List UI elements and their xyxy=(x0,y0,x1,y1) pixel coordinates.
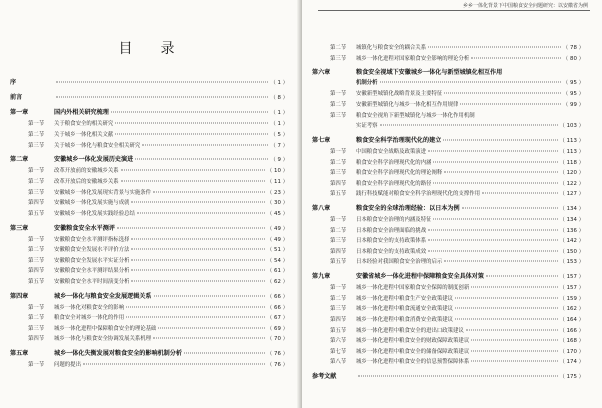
toc-entry-label: 第二章 xyxy=(10,156,29,164)
toc-section-row[interactable] xyxy=(312,315,584,326)
toc-entry-title: 日本粮食安全的支持政策成效 xyxy=(356,248,427,255)
toc-entry-label: 第四节 xyxy=(330,180,347,187)
toc-entry-title: 改革开放前的安徽城乡关系 xyxy=(54,168,119,175)
toc-page-number: （ 136 ） xyxy=(559,227,584,234)
toc-entry-label: 第五节 xyxy=(330,259,347,266)
toc-page-number: （ 5 ） xyxy=(270,131,288,138)
toc-entry-label: 第四节 xyxy=(28,268,45,275)
toc-entry-title: 粮食安全对城乡一体化的作用 xyxy=(54,315,125,322)
toc-entry-title: 改革开放后的安徽城乡关系 xyxy=(54,178,119,185)
toc-entry-label: 第二节 xyxy=(330,101,347,108)
toc-chapter-row[interactable] xyxy=(10,107,288,119)
toc-dot-leader xyxy=(471,350,557,351)
toc-dot-leader xyxy=(444,172,557,173)
toc-entry-title: 实证考察 xyxy=(356,123,378,130)
toc-section-row[interactable] xyxy=(312,336,584,347)
toc-page-number: （ 1 ） xyxy=(270,110,288,117)
toc-section-row[interactable] xyxy=(10,188,288,199)
toc-dot-leader xyxy=(380,125,558,126)
toc-page-number: （ 45 ） xyxy=(266,210,288,217)
toc-section-row[interactable] xyxy=(10,303,288,314)
toc-entry-title: 安徽粮食安全水平测评结果分析 xyxy=(54,268,130,275)
toc-dot-leader xyxy=(482,193,558,194)
toc-entry-title: 关于城乡一体化与粮食安全相关研究 xyxy=(54,142,141,149)
toc-section-row[interactable] xyxy=(312,257,584,268)
toc-chapter-row[interactable] xyxy=(10,77,288,89)
toc-page-number: （ 103 ） xyxy=(559,123,584,130)
toc-chapter-row[interactable] xyxy=(10,154,288,166)
toc-entry-label: 第三节 xyxy=(28,189,45,196)
toc-entry-title: 中国粮食安全战略及政策演进 xyxy=(356,148,427,155)
toc-page-number: （ 175 ） xyxy=(559,374,584,381)
toc-entry-label: 第二节 xyxy=(28,131,45,138)
toc-chapter-row[interactable] xyxy=(312,371,584,383)
toc-chapter-row[interactable] xyxy=(312,271,584,283)
toc-dot-leader xyxy=(433,219,557,220)
toc-entry-label: 第五节 xyxy=(330,327,347,334)
toc-section-row[interactable] xyxy=(10,360,288,371)
toc-entry-title: 城乡一体化失衡发展对粮食安全的影响机制分析 xyxy=(54,350,182,358)
toc-section-row[interactable] xyxy=(10,324,288,335)
toc-page-number: （ 118 ） xyxy=(559,159,584,166)
toc-entry-label: 第一节 xyxy=(330,217,347,224)
toc-page-number: （ 113 ） xyxy=(559,137,584,144)
toc-dot-leader xyxy=(121,170,265,171)
toc-entry-title: 粮食安全的全球治理经验：以日本为例 xyxy=(356,205,460,213)
toc-section-row[interactable] xyxy=(312,226,584,237)
toc-section-row[interactable] xyxy=(312,247,584,258)
toc-entry-title: 城乡一体化对粮食安全的影响 xyxy=(54,304,125,311)
toc-dot-leader xyxy=(115,133,268,134)
toc-entry-title: 城乡一体化进程中粮食安全的进出口政策建议 xyxy=(356,327,464,334)
toc-dot-leader xyxy=(444,93,561,94)
toc-entry-title: 粮食安全视角下新型城镇化与城乡一体化作用机制 xyxy=(356,112,475,119)
toc-entry-title: 安徽城乡一体化发展实践经验总结 xyxy=(54,210,135,217)
toc-page-number: （ 113 ） xyxy=(559,148,584,155)
toc-entry-title: 城乡一体化进程中粮食流通安全政策建议 xyxy=(356,306,454,313)
toc-section-row[interactable] xyxy=(10,198,288,209)
toc-entry-title: 城乡一体化进程中粮食消费安全政策建议 xyxy=(356,317,454,324)
toc-dot-leader xyxy=(455,297,557,298)
toc-entry-title: 关于城乡一体化相关文献 xyxy=(54,131,114,138)
toc-page-number: （ 166 ） xyxy=(559,327,584,334)
toc-section-row[interactable] xyxy=(10,313,288,324)
toc-dot-leader xyxy=(56,97,268,98)
toc-dot-leader xyxy=(131,202,264,203)
toc-entry-title: 日本粮食安全治理的内涵及特征 xyxy=(356,217,432,224)
toc-section-row[interactable] xyxy=(10,334,288,345)
running-head: 乡乡一体化背景下中国粮食安全问题研究：以安徽省为例 xyxy=(462,3,588,9)
toc-entry-label: 第三节 xyxy=(330,112,347,119)
toc-page-number: （ 67 ） xyxy=(266,315,288,322)
toc-section-row[interactable] xyxy=(10,277,288,288)
toc-dot-leader xyxy=(466,329,558,330)
toc-page-number: （ 49 ） xyxy=(266,225,288,232)
toc-page-number: （ 157 ） xyxy=(559,274,584,281)
toc-entry-label: 第一节 xyxy=(28,121,45,128)
toc-dot-leader xyxy=(142,144,268,145)
toc-entry-label: 第八节 xyxy=(330,359,347,366)
toc-entry-label: 第三节 xyxy=(330,306,347,313)
toc-page-number: （ 159 ） xyxy=(559,295,584,302)
toc-entry-title: 城乡一体化进程中保障粮食安全的理论基础 xyxy=(54,325,157,332)
toc-entry-title: 安徽粮食安全发展水平实证分析 xyxy=(54,257,130,264)
toc-section-row[interactable] xyxy=(312,215,584,226)
toc-section-row[interactable] xyxy=(10,141,288,152)
toc-entry-title: 城乡一体化与粮食安全协调发展关系机理 xyxy=(54,336,152,343)
toc-dot-leader xyxy=(184,353,265,354)
toc-chapter-row[interactable] xyxy=(10,223,288,235)
toc-entry-label: 第九章 xyxy=(312,273,331,281)
toc-page-number: （ 9 ） xyxy=(270,157,288,164)
toc-page-number: （ 11 ） xyxy=(266,178,288,185)
toc-page-number: （ 23 ） xyxy=(266,189,288,196)
toc-page-number: （ 168 ） xyxy=(559,338,584,345)
toc-entry-label: 第三节 xyxy=(330,238,347,245)
toc-section-row[interactable] xyxy=(312,189,584,200)
toc-section-row[interactable] xyxy=(10,166,288,177)
toc-section-row[interactable] xyxy=(312,236,584,247)
toc-page-number: （ 80 ） xyxy=(562,55,584,62)
toc-entry-title: 城乡一体化进程中粮食安全的储备保障政策建议 xyxy=(356,348,470,355)
toc-dot-leader xyxy=(131,270,264,271)
toc-page-number: （ 150 ） xyxy=(559,248,584,255)
toc-section-row[interactable] xyxy=(312,100,584,111)
toc-entry-title: 国内外相关研究梳理 xyxy=(54,109,109,117)
toc-page-number: （ 62 ） xyxy=(266,278,288,285)
toc-dot-leader xyxy=(428,250,557,251)
toc-dot-leader xyxy=(471,57,561,58)
toc-section-row[interactable] xyxy=(10,119,288,130)
toc-entry-title: 安徽粮食安全水平测评 xyxy=(54,224,115,232)
toc-dot-leader xyxy=(428,150,557,151)
toc-page-number: （ 7 ） xyxy=(270,142,288,149)
toc-dot-leader xyxy=(428,229,557,230)
toc-page-number: （ 127 ） xyxy=(559,191,584,198)
toc-entry-title: 问题的提出 xyxy=(54,362,81,369)
toc-dot-leader xyxy=(153,338,265,339)
toc-entry-label: 第四节 xyxy=(330,248,347,255)
toc-dot-leader xyxy=(486,276,558,277)
toc-page-number: （ 153 ） xyxy=(559,259,584,266)
toc-entry-label: 第二节 xyxy=(330,295,347,302)
toc-section-row[interactable] xyxy=(10,266,288,277)
toc-dot-leader xyxy=(428,240,557,241)
toc-entry-label: 第三节 xyxy=(28,257,45,264)
toc-page-number: （ 54 ） xyxy=(266,257,288,264)
toc-dot-leader xyxy=(137,212,265,213)
toc-entry-label: 第四节 xyxy=(28,200,45,207)
toc-section-row[interactable] xyxy=(312,283,584,294)
toc-entry-label: 第二节 xyxy=(28,247,45,254)
toc-chapter-row[interactable] xyxy=(312,135,584,147)
toc-entry-label: 第七节 xyxy=(330,348,347,355)
toc-page-number: （ 162 ） xyxy=(559,306,584,313)
toc-entry-label: 第一节 xyxy=(28,304,45,311)
toc-section-row[interactable] xyxy=(312,43,584,54)
toc-entry-title: 安徽新型城镇化与城乡一体化相互作用规律 xyxy=(356,101,459,108)
toc-entry-label: 参考文献 xyxy=(312,373,337,381)
toc-entry-label: 第一章 xyxy=(10,109,29,117)
toc-page-number: （ 51 ） xyxy=(266,247,288,254)
toc-entry-title: 安徽粮食安全发展水平评价方法 xyxy=(54,247,130,254)
toc-page-number: （ 76 ） xyxy=(266,362,288,369)
toc-entry-title: 安徽粮食安全水平测评指标选择 xyxy=(54,236,130,243)
toc-dot-leader xyxy=(131,259,264,260)
toc-entry-label: 第五节 xyxy=(28,210,45,217)
toc-section-row[interactable] xyxy=(10,177,288,188)
toc-entry-label: 第一节 xyxy=(330,285,347,292)
toc-entry-label: 第六节 xyxy=(330,338,347,345)
toc-entry-title: 粮食安全科学治理现代化的建立 xyxy=(356,136,442,144)
toc-entry-title: 安徽城乡一体化发展现实背景与实施条件 xyxy=(54,189,152,196)
toc-dot-leader xyxy=(126,317,265,318)
toc-dot-leader xyxy=(83,364,265,365)
toc-dot-leader xyxy=(154,295,265,296)
toc-chapter-row[interactable] xyxy=(10,348,288,360)
toc-dot-leader xyxy=(433,161,557,162)
toc-section-row[interactable] xyxy=(312,304,584,315)
toc-dot-leader xyxy=(131,249,264,250)
toc-section-row[interactable] xyxy=(10,209,288,220)
toc-dot-leader xyxy=(56,82,268,83)
toc-dot-leader xyxy=(131,280,264,281)
toc-entry-label: 第五章 xyxy=(10,350,29,358)
toc-dot-leader xyxy=(121,180,265,181)
toc-entry-label: 第七章 xyxy=(312,136,331,144)
toc-page-number: （ 70 ） xyxy=(266,336,288,343)
toc-section-row[interactable] xyxy=(312,147,584,158)
toc-dot-leader xyxy=(131,238,264,239)
toc-entry-title: 粮食安全科学治理现代化的理论阐释 xyxy=(356,170,443,177)
toc-entry-title: 粮食安全视域下安徽城乡一体化与新型城镇化相互作用 xyxy=(356,69,503,77)
toc-entry-title: 安徽新型城镇化战略背景及主要特征 xyxy=(356,91,443,98)
toc-dot-leader xyxy=(462,208,558,209)
toc-title: 目 录 xyxy=(118,41,182,57)
toc-dot-leader xyxy=(460,103,560,104)
toc-entry-label: 第五节 xyxy=(330,191,347,198)
right-page xyxy=(302,0,602,408)
toc-dot-leader xyxy=(433,182,557,183)
toc-page-number: （ 78 ） xyxy=(562,45,584,51)
toc-entry-label: 第二节 xyxy=(330,159,347,166)
toc-section-row[interactable] xyxy=(312,111,584,122)
toc-entry-label: 第三节 xyxy=(330,170,347,177)
toc-entry-title: 城镇化与粮食安全的耦合关系 xyxy=(356,45,427,51)
toc-page-number: （ 122 ） xyxy=(559,180,584,187)
toc-dot-leader xyxy=(117,227,265,228)
toc-section-row[interactable] xyxy=(10,245,288,256)
toc-section-row[interactable] xyxy=(312,294,584,305)
toc-continuation-row[interactable] xyxy=(312,121,584,132)
toc-section-row[interactable] xyxy=(312,158,584,169)
toc-dot-leader xyxy=(455,308,557,309)
toc-entry-label: 第三节 xyxy=(28,325,45,332)
toc-entry-title: 机制分析 xyxy=(356,80,378,87)
toc-dot-leader xyxy=(380,82,561,83)
toc-page-number: （ 1 ） xyxy=(270,121,288,128)
toc-page-number: （ 1 ） xyxy=(270,80,288,86)
toc-page-number: （ 142 ） xyxy=(559,238,584,245)
toc-dot-leader xyxy=(471,340,557,341)
toc-entry-label: 第二节 xyxy=(28,315,45,322)
toc-page-number: （ 61 ） xyxy=(266,268,288,275)
toc-section-row[interactable] xyxy=(312,54,584,65)
toc-entry-label: 第二节 xyxy=(330,227,347,234)
toc-entry-title: 城乡一体化与粮食安全发展逻辑关系 xyxy=(54,292,152,300)
toc-entry-title: 日本经验对我国粮食安全治理的启示 xyxy=(356,259,443,266)
toc-dot-leader xyxy=(111,112,269,113)
toc-section-row[interactable] xyxy=(312,347,584,358)
toc-dot-leader xyxy=(443,139,557,140)
toc-entry-title: 践行科技赋能对粮食安全科学治理现代化的支撑作用 xyxy=(356,191,480,198)
toc-dot-leader xyxy=(358,376,558,377)
toc-chapter-row[interactable] xyxy=(10,291,288,303)
toc-page-number: （ 49 ） xyxy=(266,236,288,243)
toc-entry-title: 城乡一体化进程中粮食安全的信息预警保障体系 xyxy=(356,359,470,366)
toc-dot-leader xyxy=(135,159,268,160)
toc-dot-leader xyxy=(153,191,265,192)
toc-page-number: （ 10 ） xyxy=(266,168,288,175)
toc-entry-label: 第四节 xyxy=(330,317,347,324)
toc-dot-leader xyxy=(158,327,264,328)
toc-entry-title: 城乡一体化进程中粮食生产安全政策建议 xyxy=(356,295,454,302)
toc-dot-leader xyxy=(428,47,561,48)
toc-entry-title: 城乡一体化进程对国家粮食安全影响的理论分析 xyxy=(356,55,470,62)
toc-entry-label: 第四节 xyxy=(28,336,45,343)
toc-entry-label: 第三章 xyxy=(10,224,29,232)
toc-page-number: （ 66 ） xyxy=(266,293,288,300)
toc-entry-title: 安徽城乡一体化发展历史演进 xyxy=(54,156,134,164)
toc-page-number: （ 174 ） xyxy=(559,359,584,366)
toc-entry-label: 第二节 xyxy=(28,178,45,185)
toc-dot-leader xyxy=(126,306,265,307)
toc-chapter-row[interactable] xyxy=(312,203,584,215)
toc-entry-label: 第四章 xyxy=(10,292,29,300)
toc-left-column xyxy=(10,77,288,371)
toc-right-column xyxy=(312,43,584,383)
toc-dot-leader xyxy=(471,287,557,288)
toc-section-row[interactable] xyxy=(10,130,288,141)
toc-entry-label: 第一节 xyxy=(28,168,45,175)
toc-page-number: （ 69 ） xyxy=(266,325,288,332)
toc-page-number: （ 157 ） xyxy=(559,285,584,292)
toc-entry-label: 第一节 xyxy=(330,148,347,155)
running-head-rule xyxy=(318,10,590,11)
toc-entry-title: 城乡一体化进程中国家粮食安全保障的制度创新 xyxy=(356,285,470,292)
toc-page-number: （ 8 ） xyxy=(270,95,288,102)
toc-page-number: （ 120 ） xyxy=(559,170,584,177)
toc-entry-title: 安徽城乡一体化发展实施与成就 xyxy=(54,200,130,207)
toc-continuation-row[interactable] xyxy=(312,78,584,89)
toc-section-row[interactable] xyxy=(312,168,584,179)
toc-entry-title: 安徽粮食安全水平时间演变分析 xyxy=(54,278,130,285)
toc-page-number: （ 66 ） xyxy=(266,304,288,311)
toc-page-number: （ 76 ） xyxy=(266,351,288,358)
toc-section-row[interactable] xyxy=(10,256,288,267)
toc-page-number: （ 30 ） xyxy=(266,200,288,207)
toc-entry-label: 第五节 xyxy=(28,278,45,285)
toc-page-number: （ 99 ） xyxy=(562,101,584,108)
toc-page-number: （ 164 ） xyxy=(559,317,584,324)
toc-entry-title: 粮食安全科学治理现代化的内涵 xyxy=(356,159,432,166)
toc-dot-leader xyxy=(115,123,268,124)
toc-dot-leader xyxy=(444,261,557,262)
toc-entry-label: 第一节 xyxy=(28,362,45,369)
toc-section-row[interactable] xyxy=(312,326,584,337)
toc-section-row[interactable] xyxy=(10,235,288,246)
toc-entry-label: 前言 xyxy=(10,94,23,102)
toc-page-number: （ 134 ） xyxy=(559,206,584,213)
toc-dot-leader xyxy=(471,361,557,362)
toc-entry-label: 第三节 xyxy=(330,55,347,62)
toc-entry-title: 粮食安全科学治理现代化的路径 xyxy=(356,180,432,187)
left-page xyxy=(0,0,300,408)
toc-entry-title: 关于粮食安全的相关研究 xyxy=(54,121,114,128)
toc-entry-label: 第一节 xyxy=(330,91,347,98)
toc-page-number: （ 95 ） xyxy=(562,91,584,98)
toc-entry-title: 城乡一体化进程中粮食安全的财政保障政策建议 xyxy=(356,338,470,345)
toc-entry-title: 日本粮食安全的支持政策体系 xyxy=(356,238,427,245)
toc-entry-label: 第八章 xyxy=(312,205,331,213)
toc-chapter-row[interactable] xyxy=(312,67,584,78)
toc-entry-label: 第三节 xyxy=(28,142,45,149)
toc-entry-label: 第二节 xyxy=(330,45,347,51)
toc-dot-leader xyxy=(455,319,557,320)
toc-entry-label: 第一节 xyxy=(28,236,45,243)
toc-entry-label: 第六章 xyxy=(312,69,331,77)
toc-section-row[interactable] xyxy=(312,89,584,100)
toc-entry-label: 序 xyxy=(10,79,17,86)
toc-chapter-row[interactable] xyxy=(10,92,288,104)
toc-section-row[interactable] xyxy=(312,357,584,368)
toc-entry-title: 日本粮食安全治理面临的挑战 xyxy=(356,227,427,234)
toc-page-number: （ 95 ） xyxy=(562,80,584,87)
toc-page-number: （ 170 ） xyxy=(559,348,584,355)
toc-entry-title: 安徽省城乡一体化进程中保障粮食安全具体对策 xyxy=(356,273,484,281)
toc-section-row[interactable] xyxy=(312,179,584,190)
toc-page-number: （ 134 ） xyxy=(559,217,584,224)
